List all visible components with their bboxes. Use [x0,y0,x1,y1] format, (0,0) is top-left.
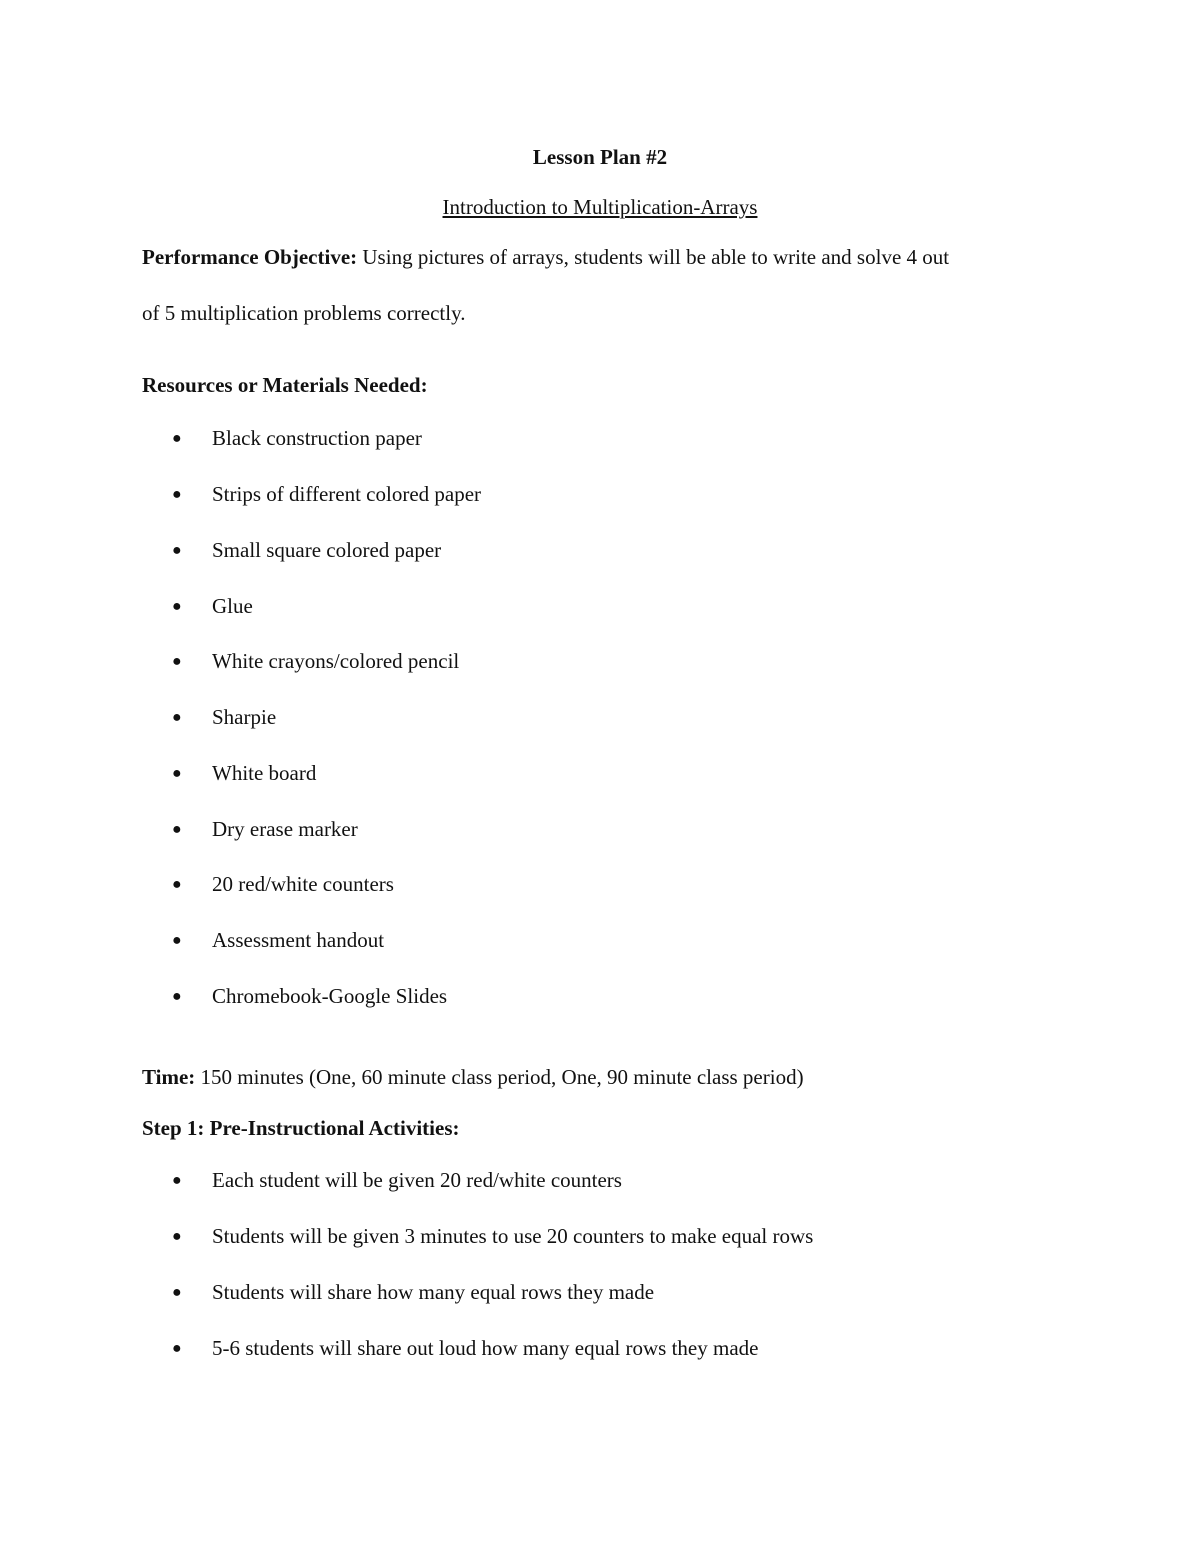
objective-text-1: Using pictures of arrays, students will be able to write and solve 4 out [357,245,950,269]
bullet-icon: ● [172,486,182,503]
list-item: ● Black construction paper [172,426,422,450]
objective-line-1 [142,244,949,270]
time-value: 150 minutes (One, 60 minute class period, One, 90 minute class period) [195,1065,804,1089]
list-item: ● Glue [172,594,253,618]
step1-heading: Step 1: Pre-Instructional Activities: [142,1116,460,1140]
list-item: ● Chromebook-Google Slides [172,984,448,1008]
bullet-icon: ● [172,821,182,838]
materials-heading: Resources or Materials Needed: [142,373,428,397]
bullet-icon: ● [172,1228,182,1245]
time-line [142,1064,804,1090]
objective-text-2: of 5 multiplication problems correctly. [142,301,466,325]
list-item: ● 20 red/white counters [172,872,394,896]
list-item: ● Students will be given 3 minutes to use 20 counters to make equal rows [172,1224,814,1248]
list-item: ● Each student will be given 20 red/white counters [172,1168,622,1192]
page-title: Lesson Plan #2 [532,145,668,169]
list-item: ● Assessment handout [172,928,385,952]
bullet-icon: ● [172,542,182,559]
bullet-icon: ● [172,1172,182,1189]
page-subtitle: Introduction to Multiplication-Arrays [442,195,758,219]
bullet-icon: ● [172,932,182,949]
bullet-icon: ● [172,709,182,726]
list-item: ● Dry erase marker [172,817,358,841]
list-item: ● Small square colored paper [172,538,442,562]
time-label: Time: [142,1065,196,1089]
list-item: ● 5-6 students will share out loud how many equal rows they made [172,1336,759,1360]
bullet-icon: ● [172,430,182,447]
bullet-icon: ● [172,876,182,893]
bullet-icon: ● [172,765,182,782]
list-item: ● Students will share how many equal rows they made [172,1280,655,1304]
bullet-icon: ● [172,1284,182,1301]
bullet-icon: ● [172,988,182,1005]
list-item: ● White board [172,761,317,785]
list-item: ● Strips of different colored paper [172,482,482,506]
objective-label: Performance Objective: [142,245,358,269]
list-item: ● White crayons/colored pencil [172,649,460,673]
list-item: ● Sharpie [172,705,277,729]
bullet-icon: ● [172,653,182,670]
bullet-icon: ● [172,1340,182,1357]
bullet-icon: ● [172,598,182,615]
